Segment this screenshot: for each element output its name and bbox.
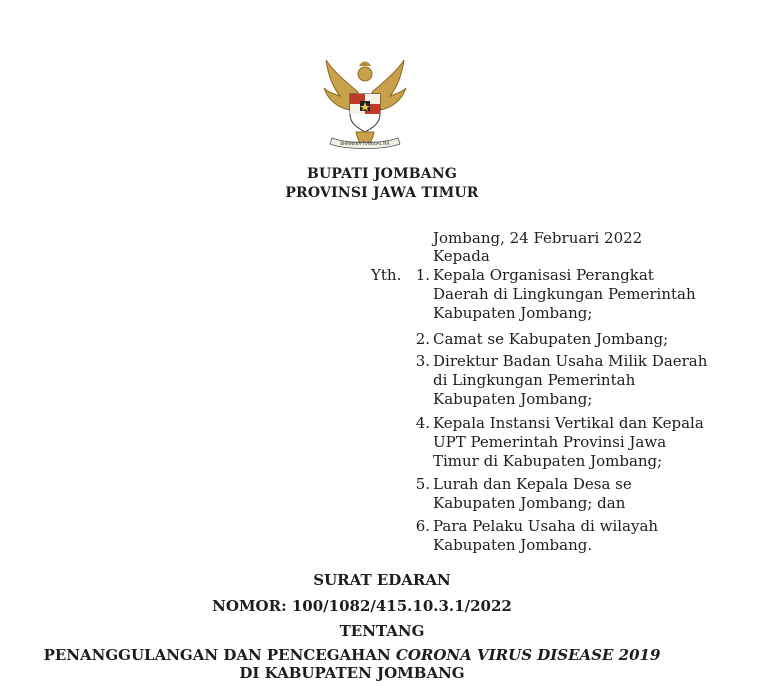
circular-type: SURAT EDARAN [313, 571, 451, 589]
recipient-item [433, 475, 753, 513]
recipient-number: 6. [415, 517, 430, 535]
recipient-line: Timur di Kabupaten Jombang; [433, 452, 663, 470]
garuda-emblem-icon [318, 52, 412, 156]
subject-prefix: PENANGGULANGAN DAN PENCEGAHAN [43, 646, 396, 664]
salutation: Yth. [371, 266, 402, 284]
circular-about: TENTANG [339, 622, 425, 640]
svg-text:BHINNEKA TUNGGAL IKA: BHINNEKA TUNGGAL IKA [340, 141, 390, 146]
recipient-line: Kabupaten Jombang; [433, 304, 593, 322]
regent-title: BUPATI JOMBANG [306, 166, 458, 182]
recipient-number: 2. [415, 330, 430, 348]
recipient-number: 4. [415, 414, 430, 432]
province-title: PROVINSI JAWA TIMUR [285, 185, 479, 201]
recipient-line: UPT Pemerintah Provinsi Jawa [433, 433, 667, 451]
recipient-line: Para Pelaku Usaha di wilayah [433, 517, 659, 535]
letter-date: Jombang, 24 Februari 2022 [433, 229, 643, 247]
subject-italic: CORONA VIRUS DISEASE 2019 [395, 646, 661, 664]
recipient-line: Kabupaten Jombang; dan [433, 494, 626, 512]
recipient-line: Kepala Organisasi Perangkat [433, 266, 654, 284]
circular-number: NOMOR: 100/1082/415.10.3.1/2022 [212, 597, 512, 615]
recipient-line: Lurah dan Kepala Desa se [433, 475, 632, 493]
recipient-line: Camat se Kabupaten Jombang; [433, 330, 669, 348]
recipient-line: Kabupaten Jombang. [433, 536, 593, 554]
recipient-number: 1. [415, 266, 430, 284]
recipient-item [433, 352, 753, 409]
circular-subject-line2: DI KABUPATEN JOMBANG [239, 664, 465, 682]
recipient-item [433, 414, 753, 471]
recipient-item [433, 330, 753, 349]
circular-subject [0, 646, 734, 664]
recipient-number: 5. [415, 475, 430, 493]
recipient-line: Daerah di Lingkungan Pemerintah [433, 285, 696, 303]
recipient-line: di Lingkungan Pemerintah [433, 371, 636, 389]
recipient-item [433, 266, 753, 323]
recipient-line: Direktur Badan Usaha Milik Daerah [433, 352, 708, 370]
to-label: Kepada [433, 247, 490, 265]
recipient-line: Kabupaten Jombang; [433, 390, 593, 408]
recipient-item [433, 517, 753, 555]
recipient-line: Kepala Instansi Vertikal dan Kepala [433, 414, 704, 432]
recipient-number: 3. [415, 352, 430, 370]
